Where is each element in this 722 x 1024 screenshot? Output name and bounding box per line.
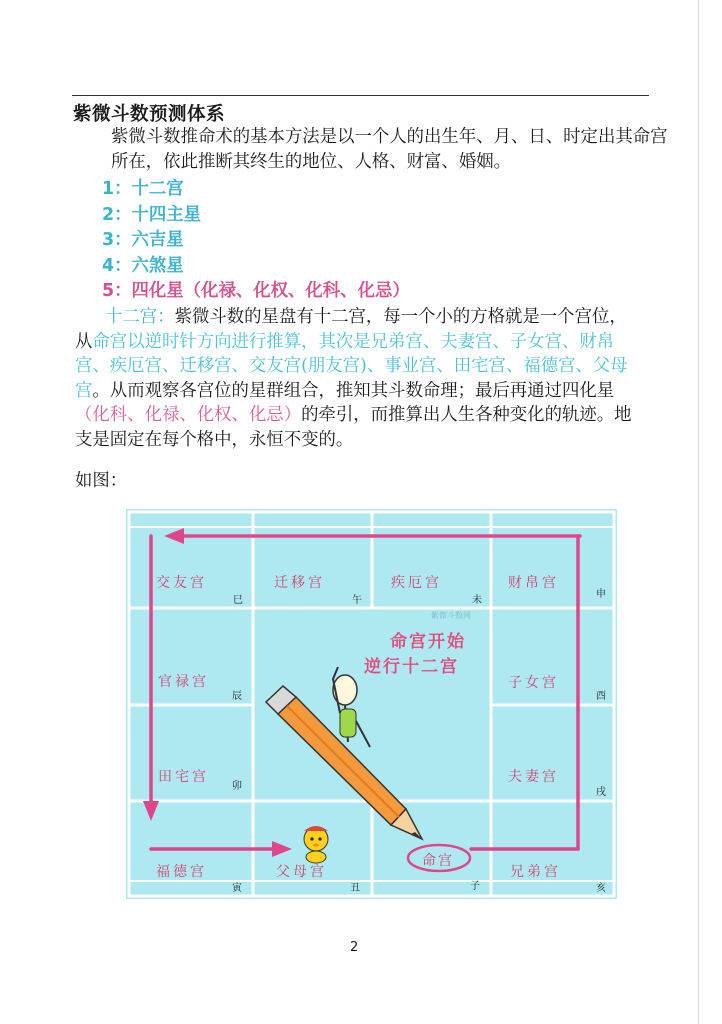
header-rule: [72, 95, 649, 96]
branch-label: 午: [352, 595, 362, 606]
branch-label: 辰: [232, 691, 242, 702]
branch-label: 戌: [596, 787, 606, 798]
watermark-text: 紫微斗数网: [431, 611, 471, 620]
palace-label-qianyi: 迁移宫: [274, 575, 325, 591]
palace-label-guanlu: 官禄宫: [158, 674, 209, 690]
duck-mascot-icon: [304, 826, 328, 863]
branch-label: 寅: [232, 883, 242, 894]
list-item: 2：十四主星: [102, 204, 202, 225]
branch-label: 丑: [350, 883, 360, 894]
page-number: 2: [350, 940, 359, 955]
palace-label-fumu: 父母宫: [276, 864, 327, 880]
section-label: 十二宫：: [105, 307, 175, 327]
branch-label: 未: [472, 595, 482, 606]
stick-figure-icon: [333, 667, 370, 747]
palace-label-jie: 疾厄宫: [391, 575, 442, 591]
branch-label: 申: [596, 589, 606, 600]
page-edge-line: [698, 0, 699, 1024]
palace-chart: [126, 509, 617, 899]
palace-label-tianzhai: 田宅宫: [158, 769, 209, 785]
branch-label: 巳: [233, 595, 243, 606]
palace-label-fuqi: 夫妻宫: [508, 769, 559, 785]
branch-label: 酉: [596, 691, 606, 702]
palace-label-fude: 福德宫: [156, 864, 207, 880]
section-text: 的牵引，而推算出人生各种变化的轨迹。地支是固定在每个格中，永恒不变的。: [75, 405, 632, 450]
section-text: 。从而观察各宫位的星群组合，推知其斗数命理；最后再通过四化星: [92, 380, 615, 401]
list-item: 3：六吉星: [102, 230, 184, 250]
branch-label: 子: [470, 881, 480, 892]
intro-paragraph: 紫微斗数推命术的基本方法是以一个人的出生年、月、日、时定出其命宫所在，依此推断其终生的地位、人格、财富、婚姻。: [111, 127, 668, 172]
center-caption-line1: 命宫开始: [390, 632, 466, 652]
elements-list: [102, 177, 410, 305]
palace-grid-graphic: [126, 509, 617, 899]
list-item: 5：四化星（化禄、化权、化科、化忌）: [102, 281, 410, 301]
section-text: 紫微斗数的星盘有十二宫，每一个小的方格就是一个宫位，从: [75, 307, 627, 352]
palace-label-xiongdi: 兄弟宫: [510, 864, 561, 880]
list-item: 1：十二宫: [102, 179, 184, 199]
palace-sequence-text: 命宫以逆时针方向进行推算，其次是兄弟宫、夫妻宫、子女宫、财帛宫、疾厄宫、迁移宫、交友宫(朋友宫)、事业宫、田宅宫、福德宫、父母宫: [75, 331, 628, 401]
document-title: 紫微斗数预测体系: [73, 104, 226, 125]
twelve-palaces-paragraph: [75, 305, 635, 452]
figure-label: 如图：: [75, 471, 128, 491]
four-transformations-text: （化科、化禄、化权、化忌）: [75, 405, 302, 425]
palace-label-caibo: 财帛宫: [508, 575, 559, 591]
branch-label: 亥: [596, 883, 606, 894]
palace-label-ming: 命宫: [422, 853, 454, 869]
list-item: 4：六煞星: [102, 255, 184, 276]
palace-label-zinu: 子女宫: [508, 675, 559, 691]
palace-label-jiaoyou: 交友宫: [156, 575, 207, 591]
center-caption-line2: 逆行十二宫: [364, 657, 459, 677]
branch-label: 卯: [232, 781, 242, 792]
